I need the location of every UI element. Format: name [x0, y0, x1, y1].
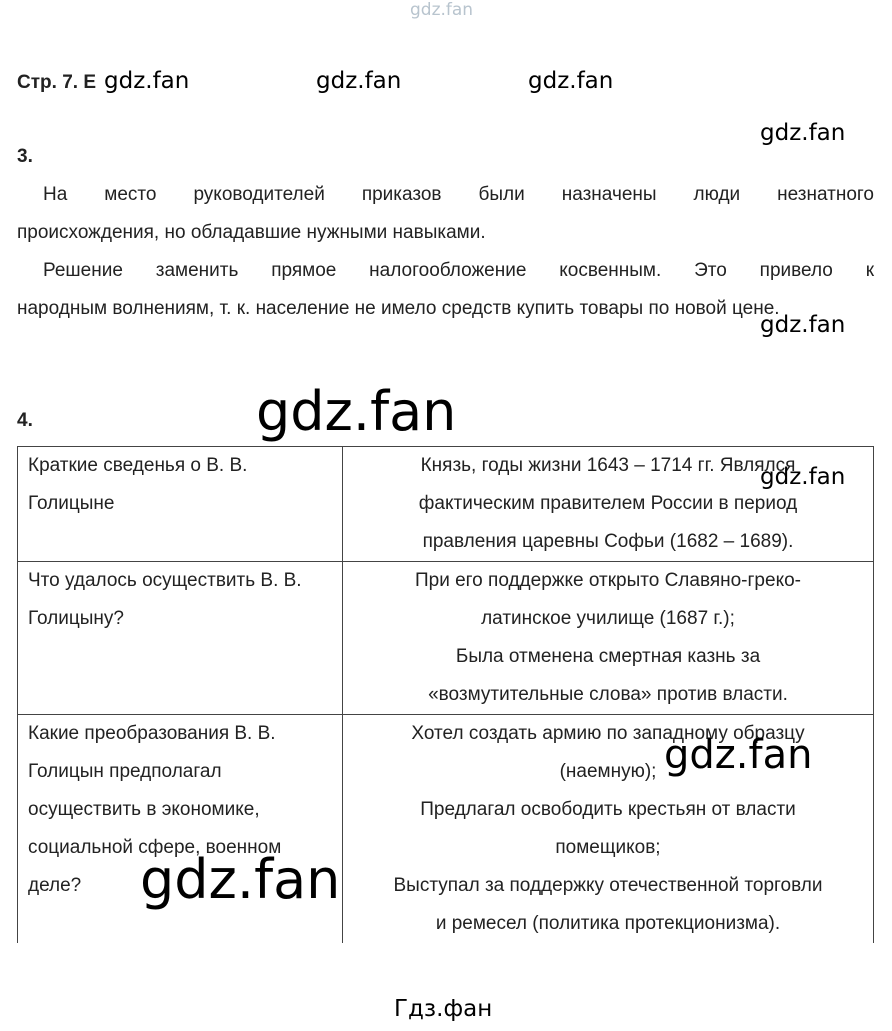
watermark: gdz.fan: [316, 68, 402, 94]
page-heading: Стр. 7. Е: [17, 72, 96, 93]
table-row: [18, 562, 874, 715]
table-row: [18, 447, 874, 562]
watermark: gdz.fan: [664, 732, 813, 778]
watermark-bottom: Гдз.фан: [394, 996, 493, 1022]
watermark: gdz.fan: [104, 68, 190, 94]
watermark: gdz.fan: [256, 380, 457, 443]
answer-line: правления царевны Софьи (1682 – 1689).: [422, 531, 794, 552]
paragraph-1-first-line: На место руководителей приказов были назначены люди незнатного: [43, 184, 874, 205]
answer-line: (наемную);: [559, 761, 657, 782]
section-number-3: 3.: [17, 146, 33, 167]
answer-line: При его поддержке открыто Славяно-греко-: [414, 570, 801, 591]
section-3-paragraph-1: [17, 176, 874, 252]
answer-line: Была отменена смертная казнь за: [455, 646, 761, 667]
watermark: gdz.fan: [760, 464, 846, 490]
watermark: gdz.fan: [528, 68, 614, 94]
answer-line: и ремесел (политика протекционизма).: [435, 913, 781, 934]
table-cell-question: Краткие сведенья о В. В. Голицыне: [18, 447, 343, 562]
answer-line: латинское училище (1687 г.);: [481, 608, 735, 629]
section-number-4: 4.: [17, 410, 33, 431]
section-3-paragraph-2: [17, 252, 874, 328]
answer-line: Хотел создать армию по западному образцу: [411, 723, 805, 744]
watermark: gdz.fan: [760, 312, 846, 338]
answer-line: фактическим правителем России в период: [418, 493, 798, 514]
paragraph-1-rest: происхождения, но обладавшие нужными навыками.: [17, 222, 486, 243]
table-cell-question: Что удалось осуществить В. В. Голицыну?: [18, 562, 343, 715]
watermark: gdz.fan: [760, 120, 846, 146]
paragraph-2-rest: народным волнениям, т. к. население не имело средств купить товары по новой цене.: [17, 298, 780, 319]
table-cell-answer: [343, 562, 874, 715]
table-cell-question: Какие преобразования В. В. Голицын предполагал осуществить в экономике, социальной сфере, военном деле?: [18, 715, 343, 944]
answer-line: Выступал за поддержку отечественной торговли: [393, 875, 823, 896]
answer-line: Князь, годы жизни 1643 – 1714 гг. Являлся: [420, 455, 796, 476]
answer-line: «возмутительные слова» против власти.: [428, 684, 788, 705]
answer-line: помещиков;: [555, 837, 661, 858]
paragraph-2-first-line: Решение заменить прямое налогообложение косвенным. Это привело к: [43, 260, 874, 281]
answer-line: Предлагал освободить крестьян от власти: [420, 799, 796, 820]
watermark-top: gdz.fan: [410, 0, 474, 20]
watermark: gdz.fan: [140, 848, 341, 911]
